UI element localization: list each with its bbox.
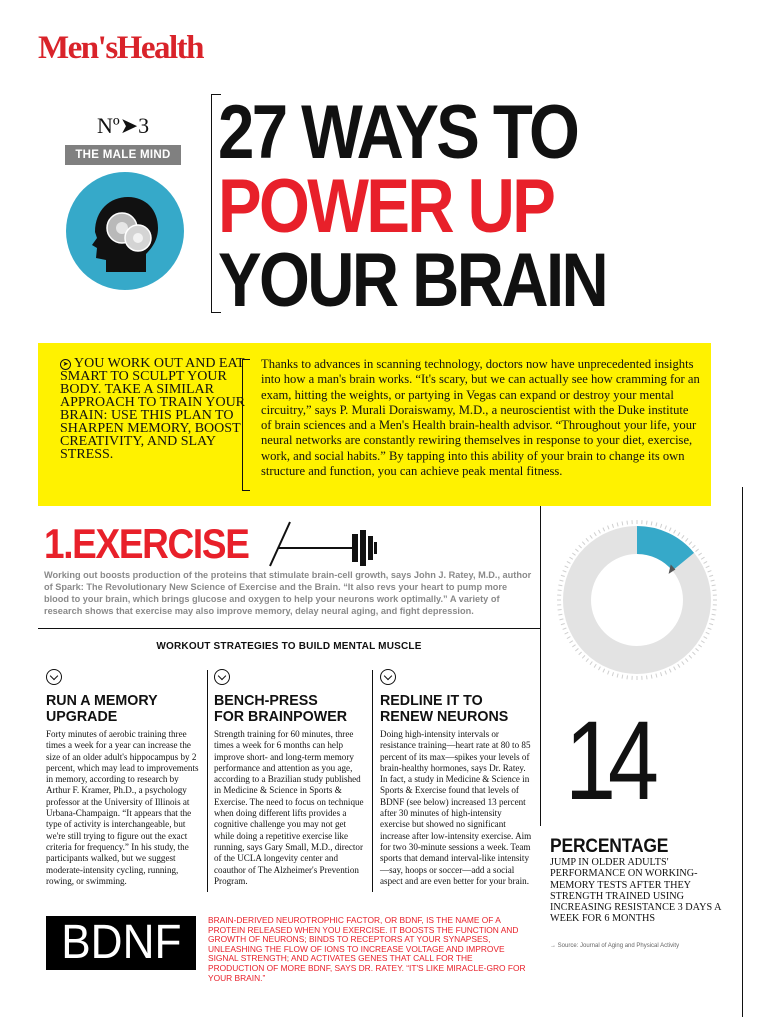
percentage-donut xyxy=(549,512,725,688)
donut-tick xyxy=(689,542,692,545)
mens-health-logo: Men'sHealth xyxy=(38,30,203,66)
donut-inner-ring xyxy=(593,556,681,644)
donut-tick xyxy=(696,549,699,552)
section-title-exercise: 1.EXERCISE xyxy=(44,520,249,567)
donut-tick xyxy=(669,669,671,673)
column-divider-1 xyxy=(207,670,208,892)
donut-tick xyxy=(712,614,716,615)
donut-tick xyxy=(617,674,618,678)
donut-tick xyxy=(656,674,657,678)
donut-tick xyxy=(567,561,571,563)
donut-tick xyxy=(575,648,578,651)
donut-tick xyxy=(586,659,589,662)
donut-tick xyxy=(674,530,676,534)
issue-number: Nº➤3 xyxy=(97,113,150,138)
donut-tick xyxy=(594,532,596,535)
stat-number: 14 xyxy=(565,698,651,823)
donut-tick xyxy=(582,655,585,658)
donut-tick xyxy=(561,575,565,576)
donut-tick xyxy=(612,672,613,676)
brain-gears-icon xyxy=(66,172,184,290)
donut-tick xyxy=(704,561,708,563)
donut-tick xyxy=(579,545,582,548)
bdnf-label xyxy=(46,916,196,970)
stat-body: JUMP IN OLDER ADULTS' PERFORMANCE ON WORKING-MEMORY TESTS AFTER THEY STRENGTH TRAINED USING INCREASING RESISTANCE 3 DAYS A WEEK FOR 6 MONTHS xyxy=(550,857,721,925)
intro-bracket xyxy=(242,359,250,491)
donut-tick xyxy=(708,628,712,629)
donut-tick xyxy=(627,521,628,525)
donut-tick xyxy=(651,675,652,679)
page-edge-rule xyxy=(742,487,743,1017)
donut-tick xyxy=(569,557,572,559)
donut-tick xyxy=(565,566,569,568)
chevron-circle-icon xyxy=(46,669,62,685)
strategies-heading: WORKOUT STRATEGIES TO BUILD MENTAL MUSCLE xyxy=(156,641,422,652)
donut-tick xyxy=(563,571,567,572)
donut-tick xyxy=(622,675,623,679)
exercise-body: Working out boosts production of the proteins that stimulate brain-cell growth, says John J. Ratey, M.D., author of Spark: The Revolutionary New Science of Exercise and the Brain. “It also revs your heart to pump more blood to your brain, which brings glucose and oxygen to help your neurons work optimally.” A variety of research shows that exercise may also improve memory, delay neural aging, and fight depression. xyxy=(44,570,532,616)
strategy-title: RUN A MEMORY UPGRADE xyxy=(46,692,158,725)
donut-highlight-slice xyxy=(637,540,683,562)
donut-tick xyxy=(617,523,618,527)
strategy-title: BENCH-PRESS FOR BRAINPOWER xyxy=(214,692,347,725)
section-tag: THE MALE MIND xyxy=(65,145,181,165)
donut-tick xyxy=(709,575,713,576)
donut-tick xyxy=(656,523,657,527)
donut-tick xyxy=(627,675,628,679)
donut-tick xyxy=(561,623,565,624)
donut-tick xyxy=(674,667,676,671)
donut-tick xyxy=(560,619,564,620)
donut-tick xyxy=(594,664,596,667)
donut-tick xyxy=(701,557,704,559)
intro-dek-text: YOU WORK OUT AND EAT SMART TO SCULPT YOUR BODY. TAKE A SIMILAR APPROACH TO TRAIN YOUR BRAIN: USE THIS PLAN TO SHARPEN MEMORY, BOOST CREATIVITY, AND SLAY STRESS. xyxy=(60,356,246,462)
donut-tick xyxy=(712,590,716,591)
donut-tick xyxy=(603,669,605,673)
column-divider-2 xyxy=(372,670,373,892)
donut-tick xyxy=(590,535,592,538)
donut-tick xyxy=(685,659,688,662)
donut-tick xyxy=(590,661,592,664)
donut-tick xyxy=(612,524,613,528)
donut-tick xyxy=(708,571,712,572)
donut-tick xyxy=(586,538,589,541)
donut-tick xyxy=(569,641,572,643)
donut-tick xyxy=(696,648,699,651)
donut-tick xyxy=(712,610,716,611)
strategy-column xyxy=(46,669,200,887)
donut-tick xyxy=(698,645,701,647)
headline-line-1: 27 WAYS TO xyxy=(218,90,578,175)
arrow-circle-icon: ➤ xyxy=(60,359,71,370)
donut-tick xyxy=(603,528,605,532)
donut-tick xyxy=(692,545,695,548)
intro-dek xyxy=(60,357,246,461)
donut-tick xyxy=(558,590,562,591)
bdnf-label-text: BDNF xyxy=(60,916,182,969)
donut-tick xyxy=(678,532,680,535)
donut-tick xyxy=(572,553,575,555)
donut-tick xyxy=(685,538,688,541)
donut-tick xyxy=(711,619,715,620)
donut-tick xyxy=(647,521,648,525)
donut-tick xyxy=(622,521,623,525)
barbell-icon xyxy=(268,520,380,568)
headline xyxy=(218,90,607,323)
donut-tick xyxy=(608,671,609,675)
donut-tick xyxy=(608,526,609,530)
donut-tick xyxy=(709,623,713,624)
donut-tick xyxy=(575,549,578,552)
donut-tick xyxy=(560,580,564,581)
donut-tick xyxy=(706,566,710,568)
chevron-circle-icon xyxy=(214,669,230,685)
donut-tick xyxy=(558,614,562,615)
donut-tick xyxy=(651,521,652,525)
donut-tick xyxy=(704,637,708,639)
bdnf-body: BRAIN-DERIVED NEUROTROPHIC FACTOR, OR BDNF, IS THE NAME OF A PROTEIN RELEASED WHEN YOU EXERCISE. IT BOOSTS THE FUNCTION AND GROWTH OF NEURONS; BINDS TO RECEPTORS AT YOUR SYNAPSES, UNLEASHING THE FLOW OF IONS TO INCREASE VOLTAGE AND IMPROVE SIGNAL STRENGTH; AND ACTIVATES GENES THAT CALL FOR THE PRODUCTION OF MORE BDNF, SAYS DR. RATEY. “IT'S LIKE MIRACLE-GRO FOR YOUR BRAIN.” xyxy=(208,915,526,983)
strategy-column xyxy=(214,669,366,887)
stat-source: → Source: Journal of Aging and Physical Activity xyxy=(550,943,680,949)
donut-tick xyxy=(572,645,575,647)
donut-tick xyxy=(665,526,666,530)
donut-tick xyxy=(692,652,695,655)
donut-tick xyxy=(689,655,692,658)
donut-tick xyxy=(598,667,600,671)
donut-tick xyxy=(682,661,684,664)
donut-tick xyxy=(698,553,701,555)
donut-tick xyxy=(682,535,684,538)
strategy-body: Doing high-intensity intervals or resistance training—heart rate at 80 to 85 percent of its max—spikes your levels of brain-healthy hormones, says Dr. Ratey. In fact, a study in Medicine & Science in Sports & Exercise found that levels of BDNF (see below) increased 13 percent after 30 minutes of high-intensity exercise but showed no significant increase after low-intensity exercise. Aim for two 30-minute sessions a week. Team sports that demand interval-like intensity—say, hoops or soccer—add a social aspect and are even better for your brain. xyxy=(380,729,532,886)
strategies-divider xyxy=(38,628,540,629)
donut-tick xyxy=(582,542,585,545)
column-divider xyxy=(540,506,541,826)
strategy-body: Strength training for 60 minutes, three times a week for 6 months can help improve short- and long-term memory performance and attention as you age, according to a Brazilian study published in Medicine & Science in Sports & Exercise. The need to focus on technique when doing different lifts provides a cognitive challenge you may not get while doing a repetitive exercise like running, says Gary Small, M.D., director of the UCLA longevity center and coauthor of The Alzheimer's Prevention Program. xyxy=(214,729,364,886)
donut-tick xyxy=(565,632,569,634)
donut-tick xyxy=(660,524,661,528)
chevron-circle-icon xyxy=(380,669,396,685)
intro-box xyxy=(38,343,711,506)
intro-body: Thanks to advances in scanning technology, doctors now have unprecedented insights into how a man's brain works. “It's scary, but we can actually see how cramming for an exam, hitting the weights, or partying in Vegas can expand or destroy your mental circuitry,” says P. Murali Doraiswamy, M.D., a neuroscientist with the Duke institute of brain sciences and a Men's Health brain-health advisor. “Throughout your life, your neural networks are constantly rewiring themselves in response to your diet, exercise, work, and social habits.” By tapping into this ability of your brain to change its own structure and function, you can achieve peak mental fitness. xyxy=(261,357,700,479)
donut-tick xyxy=(678,664,680,667)
stat-label: PERCENTAGE xyxy=(550,836,669,857)
donut-tick xyxy=(647,675,648,679)
donut-tick xyxy=(669,528,671,532)
donut-tick xyxy=(665,671,666,675)
donut-tick xyxy=(660,672,661,676)
strategy-body: Forty minutes of aerobic training three times a week for a year can increase the size of an older adult's hippocampus by 2 percent, which may lead to improvements in memory, according to research by Arthur F. Kramer, Ph.D., a psychology professor at the University of Illinois at Urbana-Champaign. “It appears that the type of activity is interchangeable, but we're still trying to figure out the exact criteria for frequency.” In his study, the participants walked, but we suggest moderate-intensity cycling, running, rowing, or swimming. xyxy=(46,729,199,886)
donut-tick xyxy=(712,585,716,586)
donut-tick xyxy=(558,585,562,586)
headline-line-2: POWER UP xyxy=(218,164,554,249)
headline-line-3: YOUR BRAIN xyxy=(218,238,607,323)
donut-tick xyxy=(706,632,710,634)
strategy-column xyxy=(380,669,533,887)
donut-tick xyxy=(579,652,582,655)
donut-tick xyxy=(598,530,600,534)
donut-tick xyxy=(701,641,704,643)
donut-tick xyxy=(563,628,567,629)
donut-tick xyxy=(711,580,715,581)
strategy-title: REDLINE IT TO RENEW NEURONS xyxy=(380,692,509,725)
donut-tick xyxy=(558,610,562,611)
donut-tick xyxy=(567,637,571,639)
